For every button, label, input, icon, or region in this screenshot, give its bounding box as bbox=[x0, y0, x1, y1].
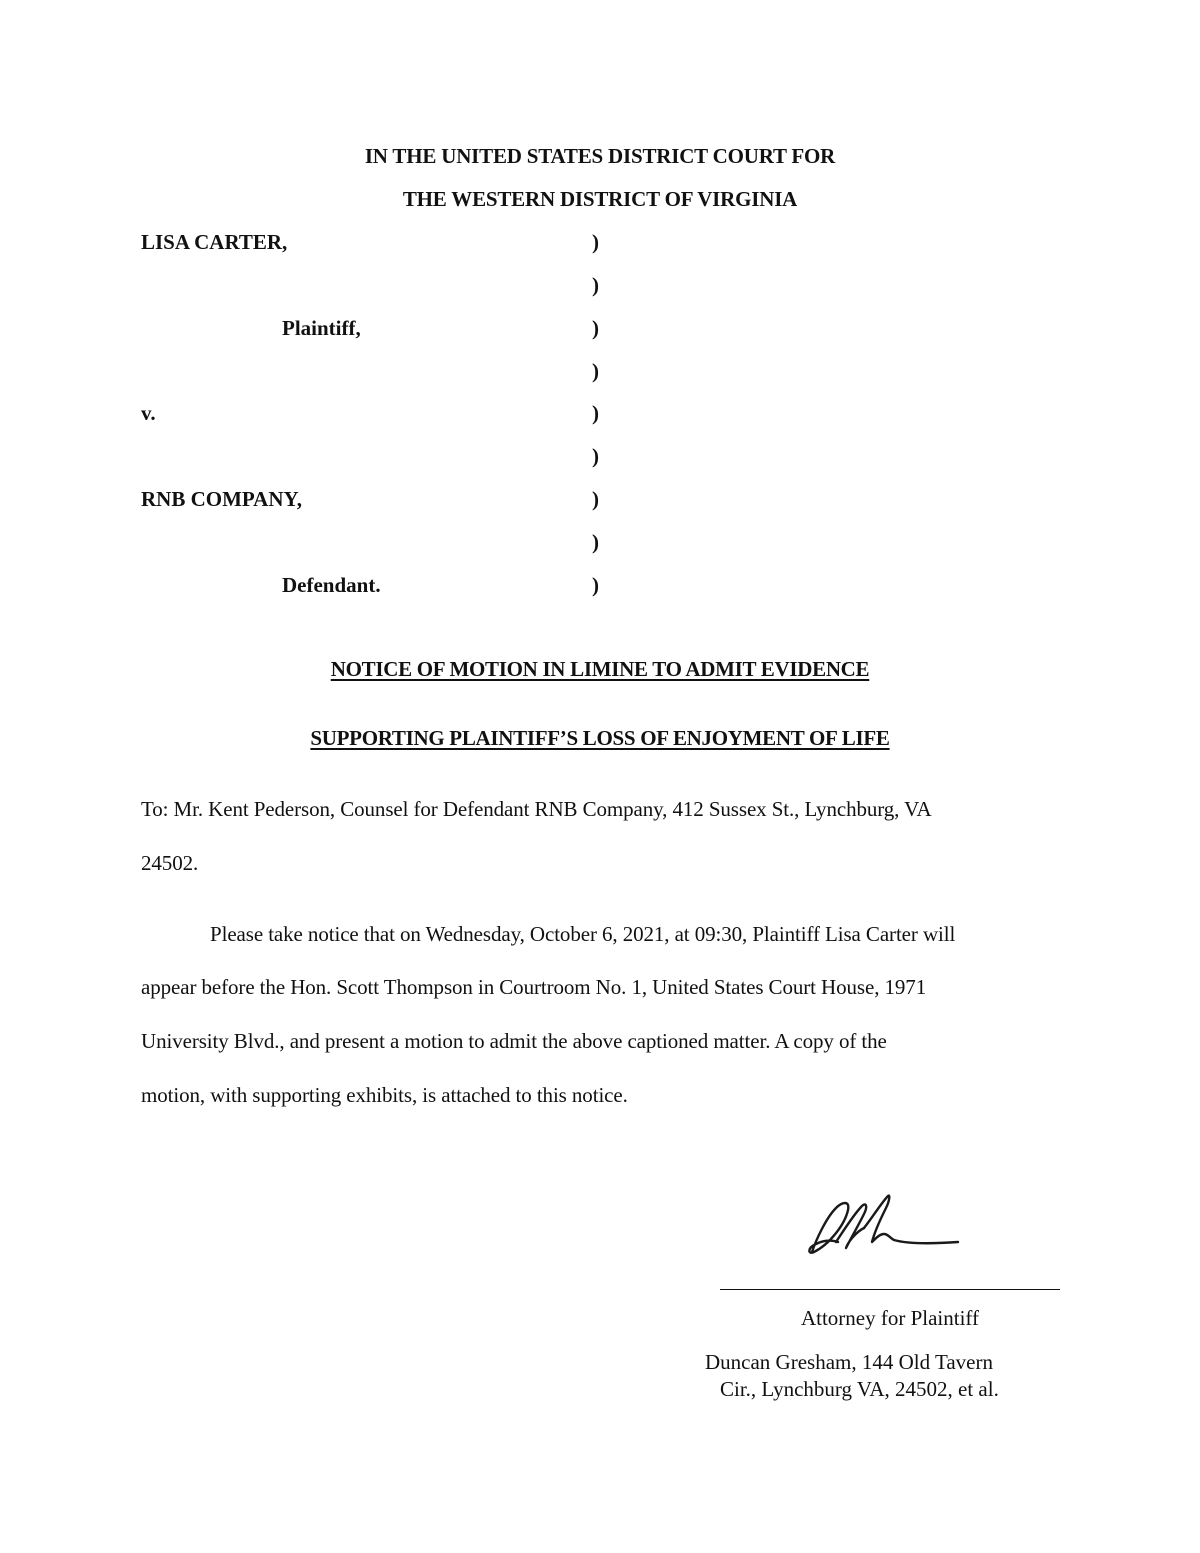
court-name-line-1: IN THE UNITED STATES DISTRICT COURT FOR bbox=[364, 144, 836, 168]
notice-body-line-3: University Blvd., and present a motion to admit the above captioned matter. A copy of the bbox=[141, 1029, 887, 1053]
caption-paren: ) bbox=[592, 359, 599, 383]
document-title-line-1: NOTICE OF MOTION IN LIMINE TO ADMIT EVIDENCE bbox=[330, 657, 870, 681]
defendant-name: RNB COMPANY, bbox=[141, 487, 302, 511]
recipient-line-2: 24502. bbox=[141, 851, 199, 875]
caption-paren: ) bbox=[592, 230, 599, 254]
versus-label: v. bbox=[141, 401, 156, 425]
defendant-role: Defendant. bbox=[282, 573, 381, 597]
caption-paren: ) bbox=[592, 487, 599, 511]
court-name-line-2: THE WESTERN DISTRICT OF VIRGINIA bbox=[402, 187, 798, 211]
signature-caption: Attorney for Plaintiff bbox=[800, 1306, 980, 1330]
caption-paren: ) bbox=[592, 530, 599, 554]
notice-body-line-4: motion, with supporting exhibits, is attached to this notice. bbox=[141, 1083, 628, 1107]
notice-body-line-2: appear before the Hon. Scott Thompson in Courtroom No. 1, United States Court House, 1971 bbox=[141, 975, 927, 999]
recipient-line-1: To: Mr. Kent Pederson, Counsel for Defendant RNB Company, 412 Sussex St., Lynchburg, VA bbox=[141, 797, 932, 821]
attorney-address-line-2: Cir., Lynchburg VA, 24502, et al. bbox=[720, 1377, 999, 1401]
handwritten-signature bbox=[790, 1178, 970, 1278]
document-title-line-2: SUPPORTING PLAINTIFF’S LOSS OF ENJOYMENT OF LIFE bbox=[310, 726, 890, 750]
caption-paren: ) bbox=[592, 316, 599, 340]
notice-body-line-1: Please take notice that on Wednesday, October 6, 2021, at 09:30, Plaintiff Lisa Carter will bbox=[210, 922, 956, 946]
signature-line bbox=[720, 1289, 1060, 1290]
plaintiff-role: Plaintiff, bbox=[282, 316, 361, 340]
caption-paren: ) bbox=[592, 444, 599, 468]
caption-paren: ) bbox=[592, 273, 599, 297]
caption-paren: ) bbox=[592, 401, 599, 425]
caption-paren: ) bbox=[592, 573, 599, 597]
attorney-address-line-1: Duncan Gresham, 144 Old Tavern bbox=[705, 1350, 993, 1374]
plaintiff-name: LISA CARTER, bbox=[141, 230, 288, 254]
